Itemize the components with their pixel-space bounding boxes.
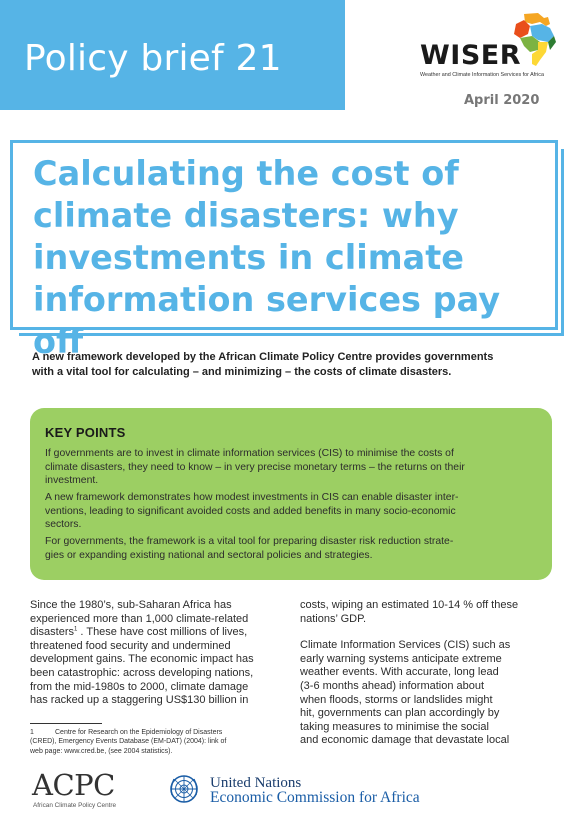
- key-point-line: A new framework demonstrates how modest investments in CIS can enable disaster inter-: [45, 492, 459, 503]
- lead-summary: [32, 350, 552, 380]
- body-column-right: [300, 599, 565, 748]
- body-line: Since the 1980’s, sub-Saharan Africa has: [30, 599, 232, 611]
- footnote-line[interactable]: web page: www.cred.be, (see 2004 statistics).: [30, 747, 173, 755]
- body-line: disasters: [30, 626, 75, 639]
- body-line: (3-6 months ahead) information about: [300, 679, 485, 692]
- footnote-number: 1: [30, 729, 34, 736]
- wiser-tagline: Weather and Climate Information Services for Africa: [420, 72, 544, 78]
- key-point-line: investment.: [45, 475, 99, 487]
- key-point: [45, 535, 540, 562]
- footnote-ref[interactable]: 1: [74, 626, 78, 633]
- main-title: [33, 153, 553, 363]
- un-line-1: United Nations: [210, 775, 302, 791]
- body-column-left: [30, 599, 295, 708]
- key-points-box: [30, 408, 552, 580]
- header-banner: [0, 0, 345, 110]
- key-point-line: gies or expanding existing national and sectoral policies and strategies.: [45, 549, 373, 561]
- body-line: from the mid-1980s to 2000, climate damage: [30, 680, 249, 693]
- key-point: [45, 447, 540, 488]
- body-line: Climate Information Services (CIS) such as: [300, 639, 511, 652]
- body-paragraph: [300, 599, 565, 626]
- key-point: [45, 491, 540, 532]
- uneca-logo: [168, 770, 418, 810]
- body-line: experienced more than 1,000 climate-related: [30, 612, 249, 625]
- wiser-wordmark: WISER: [420, 40, 522, 71]
- body-line: . These have cost millions of lives,: [77, 626, 248, 639]
- lead-line: A new framework developed by the African Climate Policy Centre provides governments: [32, 351, 494, 363]
- body-line: costs, wiping an estimated 10-14 % off these: [300, 599, 519, 611]
- body-line: taking measures to minimise the social: [300, 720, 489, 733]
- body-line: nations’ GDP.: [300, 612, 367, 625]
- key-point-line: sectors.: [45, 519, 82, 531]
- body-paragraph: [300, 639, 565, 748]
- acpc-logo: [30, 768, 135, 812]
- body-line: has racked up a staggering US$130 billion in: [30, 694, 249, 707]
- body-line: when floods, storms or landslides might: [300, 693, 493, 706]
- footnote-divider: [30, 723, 102, 724]
- key-point-line: If governments are to invest in climate information services (CIS) to minimise the costs of: [45, 448, 454, 459]
- key-point-line: climate disasters, they need to know – in very precise monetary terms – the returns on their: [45, 461, 465, 473]
- key-points-heading: KEY POINTS: [45, 425, 126, 440]
- acpc-name: African Climate Policy Centre: [33, 802, 117, 809]
- body-line: and economic damage that devastate local: [300, 734, 510, 747]
- title-line: investments in climate: [33, 238, 465, 277]
- title-line: information services pay off: [33, 280, 501, 361]
- title-line: Calculating the cost of: [33, 154, 459, 193]
- footnote: [30, 728, 292, 756]
- key-point-line: ventions, leading to significant avoided costs and added benefits in many socio-economic: [45, 505, 456, 517]
- body-paragraph: [30, 599, 295, 708]
- acpc-wordmark: ACPC: [32, 768, 115, 802]
- lead-line: with a vital tool for calculating – and minimizing – the costs of climate disasters.: [32, 366, 452, 378]
- key-point-line: For governments, the framework is a vital tool for preparing disaster risk reduction strate-: [45, 536, 454, 547]
- footnote-line: Centre for Research on the Epidemiology of Disasters: [55, 729, 223, 736]
- body-line: early warning systems anticipate extreme: [300, 652, 502, 665]
- policy-brief-title: Policy brief 21: [24, 38, 282, 79]
- body-line: development gains. The economic impact has: [30, 653, 254, 666]
- title-line: climate disasters: why: [33, 196, 459, 235]
- un-line-2: Economic Commission for Africa: [210, 789, 420, 806]
- body-line: been catastrophic: across developing nations,: [30, 666, 254, 679]
- un-emblem-icon: [168, 773, 200, 805]
- body-line: weather events. With accurate, long lead: [300, 666, 499, 679]
- wiser-logo: [398, 12, 563, 84]
- body-line: threatened food security and undermined: [30, 639, 231, 652]
- body-line: hit, governments can plan accordingly by: [300, 707, 500, 720]
- publication-date: April 2020: [464, 93, 540, 108]
- footnote-line: (CRED), Emergency Events Database (EM-DAT) (2004): link of: [30, 738, 227, 746]
